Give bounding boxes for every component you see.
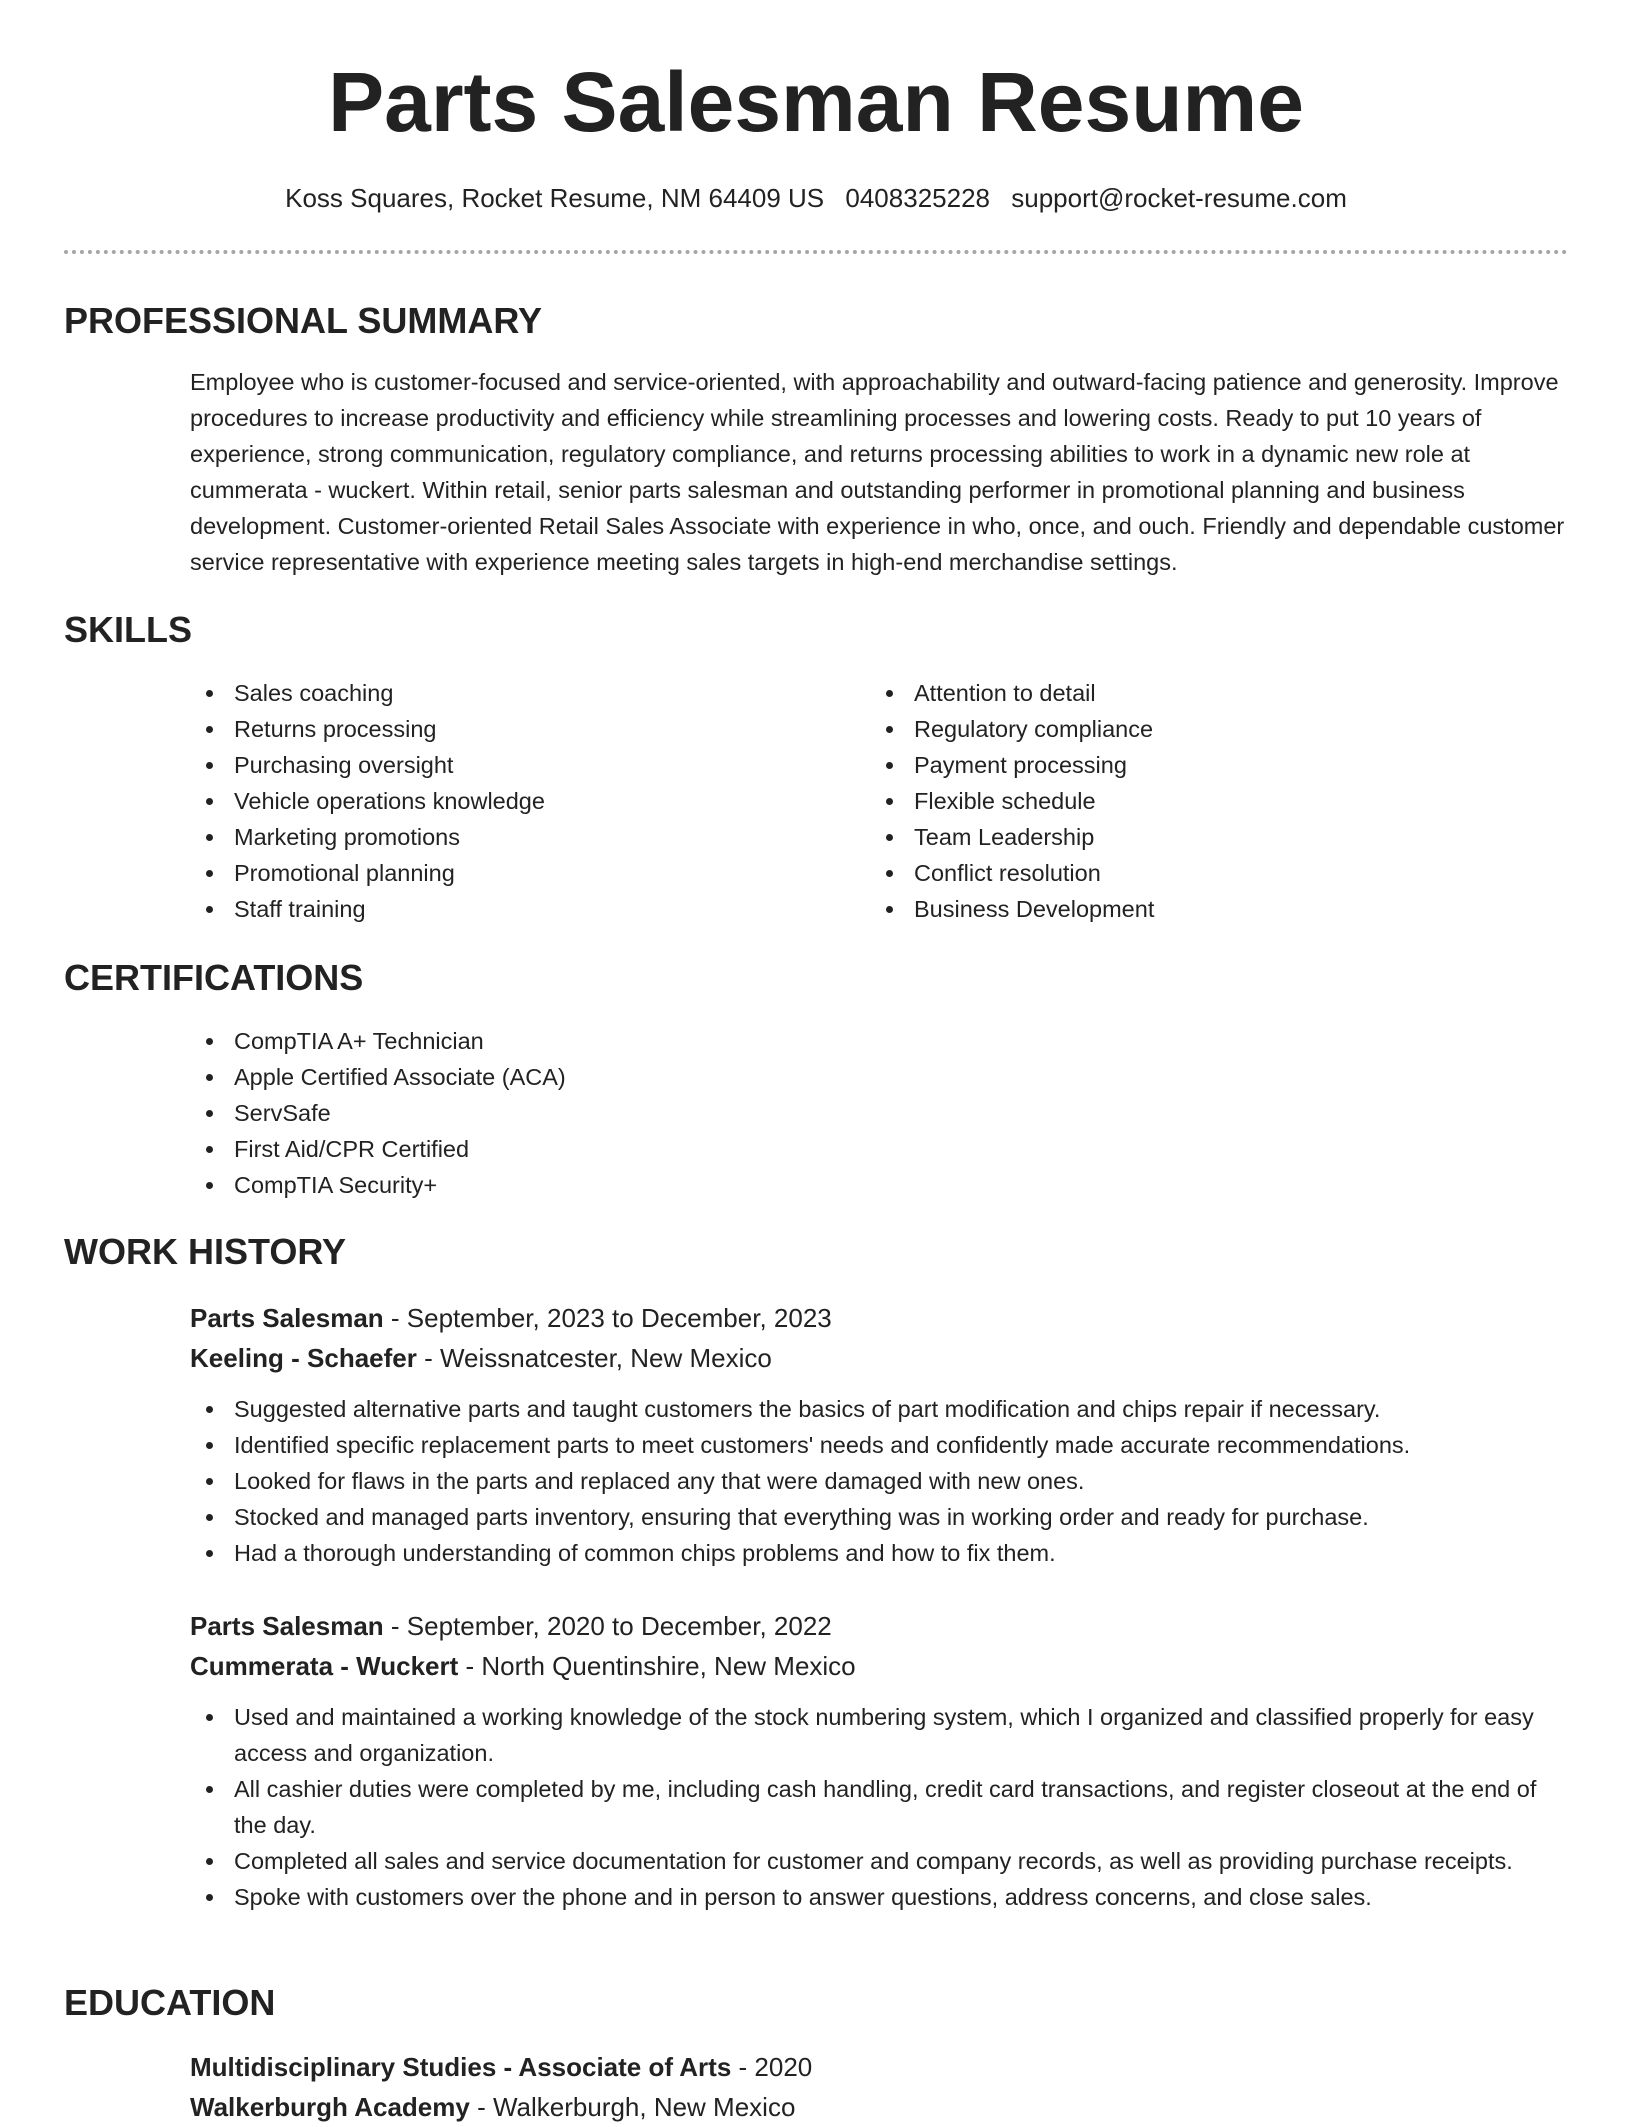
job-dates: - September, 2023 to December, 2023 <box>390 1303 832 1333</box>
skill-item: Team Leadership <box>870 819 1510 855</box>
education-degree: Multidisciplinary Studies - Associate of Arts <box>190 2052 732 2082</box>
education-school-line <box>190 2087 795 2127</box>
skill-item: Attention to detail <box>870 675 1510 711</box>
skill-item: Promotional planning <box>190 855 830 891</box>
skill-item: Conflict resolution <box>870 855 1510 891</box>
header-divider <box>64 250 1568 254</box>
certifications-heading: CERTIFICATIONS <box>64 957 364 998</box>
summary-text: Employee who is customer-focused and service-oriented, with approachability and outward-facing patience and generosity. Improve procedures to increase productivity and efficiency while streamlining processes and lowering costs. Ready to put 10 years of experience, strong communication, regulatory compliance, and returns processing abilities to work in a dynamic new role at cummerata - wuckert. Within retail, senior parts salesman and outstanding performer in promotional planning and business development. Customer-oriented Retail Sales Associate with experience in who, once, and ouch. Friendly and dependable customer service representative with experience meeting sales targets in high-end merchandise settings. <box>190 369 1565 575</box>
skills-heading: SKILLS <box>64 609 193 650</box>
job-location: - North Quentinshire, New Mexico <box>465 1651 856 1681</box>
skill-item: Business Development <box>870 891 1510 927</box>
job-dates: - September, 2020 to December, 2022 <box>390 1611 832 1641</box>
job-company-line <box>190 1338 772 1378</box>
job-bullets <box>190 1391 1570 1571</box>
skill-item: Flexible schedule <box>870 783 1510 819</box>
job-title-line <box>190 1298 832 1338</box>
job-location: - Weissnatcester, New Mexico <box>424 1343 772 1373</box>
certifications-list <box>190 1023 1190 1203</box>
education-location: - Walkerburgh, New Mexico <box>477 2092 796 2122</box>
job-bullet: Suggested alternative parts and taught customers the basics of part modification and chips repair if necessary. <box>190 1391 1570 1427</box>
education-school: Walkerburgh Academy <box>190 2092 470 2122</box>
job-company: Keeling - Schaefer <box>190 1343 417 1373</box>
certification-item: CompTIA A+ Technician <box>190 1023 1190 1059</box>
job-bullet: Looked for flaws in the parts and replaced any that were damaged with new ones. <box>190 1463 1570 1499</box>
skills-list-right <box>870 675 1510 927</box>
contact-line <box>0 180 1632 216</box>
job-company: Cummerata - Wuckert <box>190 1651 459 1681</box>
skill-item: Vehicle operations knowledge <box>190 783 830 819</box>
education-heading: EDUCATION <box>64 1982 276 2023</box>
skill-item: Regulatory compliance <box>870 711 1510 747</box>
education-degree-line <box>190 2047 812 2087</box>
certification-item: First Aid/CPR Certified <box>190 1131 1190 1167</box>
job-bullet: Stocked and managed parts inventory, ensuring that everything was in working order and ready for purchase. <box>190 1499 1570 1535</box>
work-history-heading: WORK HISTORY <box>64 1231 347 1272</box>
contact-phone: 0408325228 <box>845 183 990 213</box>
job-bullet: Completed all sales and service documentation for customer and company records, as well as providing purchase receipts. <box>190 1843 1570 1879</box>
job-title: Parts Salesman <box>190 1611 384 1641</box>
skill-item: Staff training <box>190 891 830 927</box>
certification-item: CompTIA Security+ <box>190 1167 1190 1203</box>
job-bullet: Had a thorough understanding of common chips problems and how to fix them. <box>190 1535 1570 1571</box>
skill-item: Purchasing oversight <box>190 747 830 783</box>
skill-item: Marketing promotions <box>190 819 830 855</box>
job-bullet: All cashier duties were completed by me, including cash handling, credit card transactions, and register closeout at the end of the day. <box>190 1771 1570 1843</box>
job-bullets <box>190 1699 1570 1915</box>
job-company-line <box>190 1646 856 1686</box>
job-bullet: Used and maintained a working knowledge of the stock numbering system, which I organized and classified properly for easy access and organization. <box>190 1699 1570 1771</box>
job-bullet: Spoke with customers over the phone and in person to answer questions, address concerns, and close sales. <box>190 1879 1570 1915</box>
education-year: - 2020 <box>738 2052 813 2082</box>
summary-heading: PROFESSIONAL SUMMARY <box>64 300 543 341</box>
skill-item: Sales coaching <box>190 675 830 711</box>
job-title-line <box>190 1606 832 1646</box>
contact-email: support@rocket-resume.com <box>1011 183 1347 213</box>
skill-item: Payment processing <box>870 747 1510 783</box>
resume-title: Parts Salesman Resume <box>328 55 1304 149</box>
skill-item: Returns processing <box>190 711 830 747</box>
contact-address: Koss Squares, Rocket Resume, NM 64409 US <box>285 183 825 213</box>
certification-item: ServSafe <box>190 1095 1190 1131</box>
job-title: Parts Salesman <box>190 1303 384 1333</box>
certification-item: Apple Certified Associate (ACA) <box>190 1059 1190 1095</box>
skills-list-left <box>190 675 830 927</box>
job-bullet: Identified specific replacement parts to meet customers' needs and confidently made accurate recommendations. <box>190 1427 1570 1463</box>
